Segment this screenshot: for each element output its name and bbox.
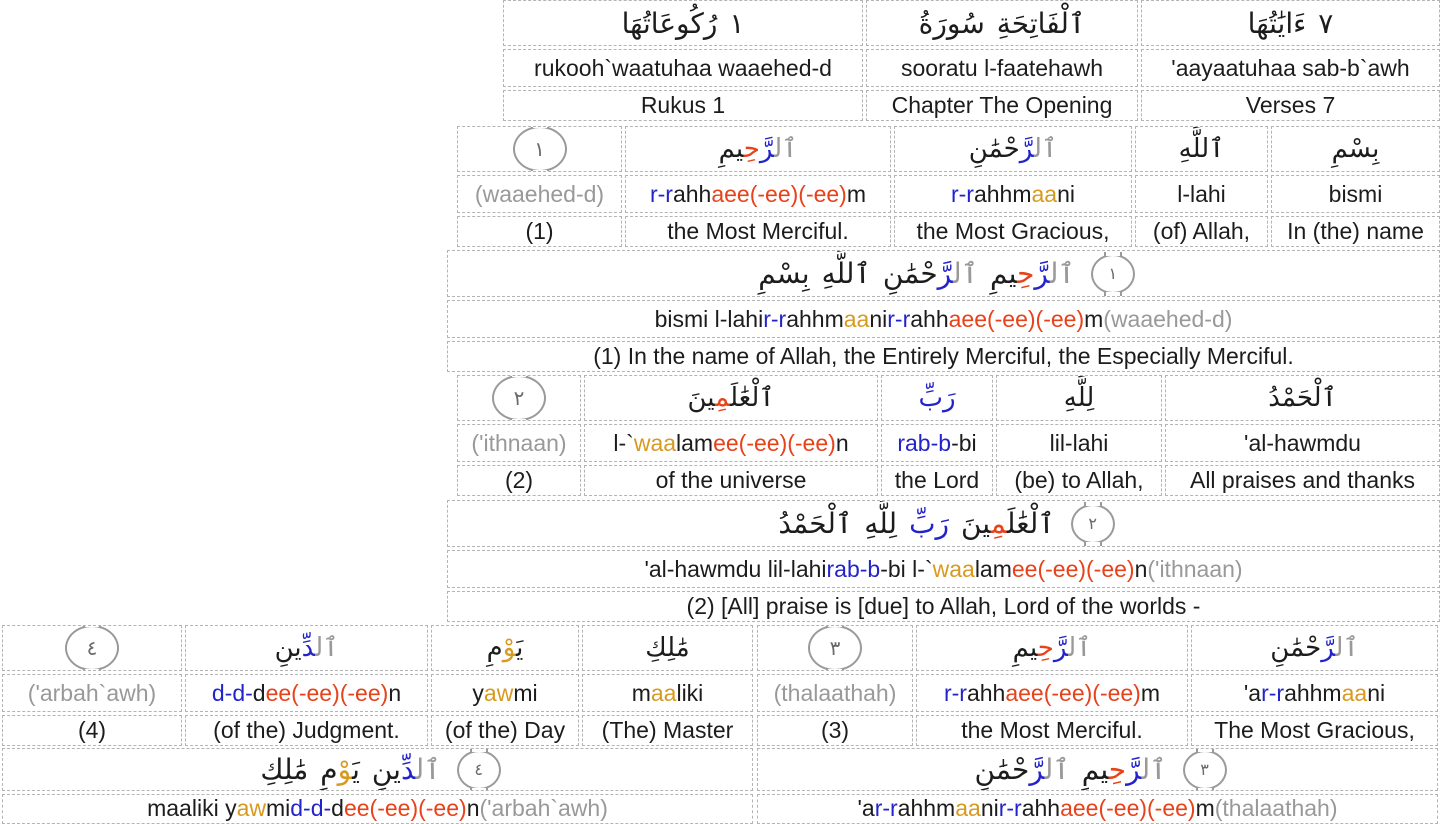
rukus-translation-cell: Rukus 1 [503, 90, 863, 121]
word-transliteration-cell [881, 424, 993, 462]
text-run: m [631, 679, 651, 706]
text-run: 'aayaatuhaa sab-b`awh [1171, 54, 1410, 81]
text-run: ٱلْحَمْدُ [778, 507, 853, 540]
text-run: مِ [715, 383, 731, 413]
text-run: ahhm [897, 795, 956, 821]
arabic-word [909, 507, 949, 540]
text-run: ahh [1021, 795, 1061, 821]
text-run: ٱل [315, 633, 339, 663]
full-verse-arabic-cell [2, 748, 753, 791]
text-run: r-r [887, 305, 911, 332]
word-transliteration-cell [1135, 175, 1268, 213]
full-verse-arabic-cell [447, 500, 1440, 547]
text-run: aee(-ee)(-ee) [948, 305, 1085, 332]
verse3-full-block [757, 748, 1438, 824]
arabic-word [1332, 134, 1380, 164]
chapter-arabic-cell [866, 0, 1138, 46]
word-transliteration-cell [431, 674, 579, 712]
word-arabic-cell [1135, 126, 1268, 172]
text-run: حِ [1017, 257, 1035, 290]
text-run: mi [513, 679, 538, 706]
arabic-word [487, 633, 524, 663]
arabic-word [1179, 134, 1225, 164]
word-translation-cell: the Most Gracious, [894, 216, 1132, 247]
text-run: رُكُوعَاتُهَا [621, 6, 718, 40]
word-transliteration-cell [582, 674, 753, 712]
word-arabic-cell [185, 625, 428, 671]
arabic-word [719, 134, 798, 164]
verses-arabic-cell [1141, 0, 1440, 46]
surah-header-table [503, 0, 1440, 121]
ayah-number-cell [757, 625, 913, 671]
text-run: ٱللَّهِ [821, 257, 871, 290]
text-run: بِسْمِ [758, 257, 810, 290]
ayah-number-circle: ٤ [65, 625, 119, 671]
text-run: لِلَّهِ [864, 507, 898, 540]
text-run: ('ithnaan) [471, 429, 567, 456]
text-run: aw [236, 795, 266, 821]
arabic-word [990, 257, 1075, 290]
verse1-word-table [457, 126, 1440, 247]
text-run: ahhm [786, 305, 844, 332]
text-run: وْ [502, 633, 517, 663]
full-verse-transliteration-cell [757, 794, 1438, 824]
text-run: رَّ [1321, 633, 1336, 663]
arabic-word [975, 753, 1070, 786]
arabic-word [883, 257, 978, 290]
text-run: (thalaathah) [773, 679, 897, 706]
text-run: ٱل [1049, 257, 1075, 290]
word-arabic-cell [881, 375, 993, 421]
verse4-full-block [2, 748, 753, 824]
text-run: حِ [1108, 753, 1127, 786]
text-run: ٱل [1068, 633, 1092, 663]
text-run: حِ [1037, 633, 1054, 663]
text-run: رَّ [1019, 134, 1035, 164]
text-run: ee(-ee)(-ee) [343, 795, 467, 821]
full-verse-translation-cell: (2) [All] praise is [due] to Allah, Lord of the worlds - [447, 591, 1440, 622]
text-run: ahh [910, 305, 949, 332]
verse1-full-block [447, 250, 1440, 372]
text-run: ahh [672, 180, 712, 207]
arabic-word [729, 7, 744, 40]
text-run: waa [932, 555, 975, 582]
word-translation-cell: of the universe [584, 465, 878, 496]
text-run: ٱللَّهِ [1178, 134, 1225, 164]
text-run: ٱل [1034, 134, 1058, 164]
text-run: لِلَّهِ [1063, 383, 1095, 413]
text-run: رَّ [937, 257, 954, 290]
text-run: يمِ [1081, 753, 1109, 786]
text-run: ٱل [774, 134, 798, 164]
text-run: rab-b [826, 555, 881, 582]
full-verse-transliteration-cell [2, 794, 753, 824]
text-run: مِ [990, 507, 1007, 540]
ayah-number-circle: ٤ [457, 750, 501, 790]
text-run: (waaehed-d) [474, 180, 605, 207]
text-run: n [388, 679, 402, 706]
arabic-word [1013, 633, 1092, 663]
text-run: 'a [1243, 679, 1262, 706]
arabic-word [969, 134, 1057, 164]
text-run: دِّ [301, 633, 316, 663]
word-transliteration-cell [1191, 674, 1438, 712]
verses-transliteration-cell [1141, 49, 1440, 87]
text-run: d-d- [290, 795, 332, 821]
word-arabic-cell [431, 625, 579, 671]
text-run: r-r [874, 795, 898, 821]
word-transliteration-cell [1271, 175, 1440, 213]
verse2-full-block [447, 500, 1440, 622]
text-run: n [835, 429, 849, 456]
text-run: m [1084, 305, 1104, 332]
arabic-word [1318, 7, 1333, 40]
verse4-word-table [2, 625, 753, 746]
text-run: r-r [649, 180, 673, 207]
text-run: aee(-ee)(-ee) [1060, 795, 1196, 821]
text-run: ni [1057, 180, 1076, 207]
text-run: m [1195, 795, 1215, 821]
text-run: ٱل [1335, 633, 1359, 663]
verses-translation-cell: Verses 7 [1141, 90, 1440, 121]
arabic-word [1248, 7, 1307, 40]
text-run: ni [1367, 679, 1386, 706]
text-run: ahh [966, 679, 1006, 706]
arabic-word [1268, 383, 1337, 413]
word-translation-cell: The Most Gracious, [1191, 715, 1438, 746]
text-run: aee(-ee)(-ee) [1005, 679, 1141, 706]
ayah-number-circle: ١ [1091, 254, 1135, 294]
arabic-word [622, 7, 718, 40]
text-run: lil-lahi [1049, 429, 1109, 456]
word-translation-cell: (of) Allah, [1135, 216, 1268, 247]
ayah-number-label-cell: (4) [2, 715, 182, 746]
arabic-word [688, 383, 775, 413]
arabic-word [1082, 753, 1167, 786]
text-run: بِسْمِ [1331, 134, 1380, 164]
word-translation-cell: (The) Master [582, 715, 753, 746]
text-run: lam [676, 429, 714, 456]
arabic-word [275, 633, 339, 663]
ayah-number-cell [457, 126, 622, 172]
full-verse-translation-cell: (1) In the name of Allah, the Entirely Merciful, the Especially Merciful. [447, 341, 1440, 372]
text-run: رَّ [1029, 753, 1045, 786]
text-run: رَبِّ [909, 507, 949, 540]
word-arabic-cell [625, 126, 891, 172]
text-run: bismi l-lahi [654, 305, 764, 332]
text-run: d [331, 795, 344, 821]
text-run: ee(-ee)(-ee) [1011, 555, 1135, 582]
text-run: lam [974, 555, 1012, 582]
text-run: -bi l-` [880, 555, 933, 582]
text-run: مَٰلِكِ [260, 753, 309, 786]
arabic-word [260, 753, 308, 786]
text-run: مِ [320, 753, 338, 786]
text-run: حْمَٰنِ [968, 134, 1020, 164]
arabic-word [645, 633, 689, 663]
text-run: ee(-ee)(-ee) [713, 429, 836, 456]
text-run: حْمَٰنِ [882, 257, 938, 290]
text-run: رَّ [1053, 633, 1069, 663]
text-run: ٧ [1318, 6, 1334, 40]
text-run: maaliki y [147, 795, 237, 821]
text-run: aa [650, 679, 677, 706]
text-run: ٱل [415, 753, 441, 786]
text-run: aa [843, 305, 870, 332]
text-run: ('arbah`awh) [27, 679, 157, 706]
text-run: rab-b [897, 429, 952, 456]
ayah-number-circle: ٣ [808, 625, 862, 671]
word-transliteration-cell [894, 175, 1132, 213]
text-run: يَ [516, 633, 524, 663]
word-transliteration-cell [185, 674, 428, 712]
text-run: 'a [857, 795, 875, 821]
full-verse-arabic-cell [447, 250, 1440, 297]
text-run: يمِ [990, 257, 1018, 290]
text-run: ٱل [1141, 753, 1167, 786]
text-run: r-r [1261, 679, 1285, 706]
text-run: ٱلْعَٰلَ [1006, 507, 1055, 540]
text-run: حْمَٰنِ [974, 753, 1030, 786]
ayah-number-circle: ٢ [492, 375, 546, 421]
word-translation-cell: the Most Merciful. [916, 715, 1188, 746]
word-translation-cell: the Most Merciful. [625, 216, 891, 247]
text-run: r-r [950, 180, 974, 207]
word-transliteration-cell [584, 424, 878, 462]
text-run: ahhm [973, 180, 1032, 207]
arabic-word [919, 7, 985, 40]
arabic-word [758, 257, 809, 290]
word-translation-cell: All praises and thanks [1165, 465, 1440, 496]
word-transliteration-cell [625, 175, 891, 213]
text-run: ('arbah`awh) [479, 795, 608, 821]
text-run: sooratu l-faatehawh [900, 54, 1103, 81]
word-arabic-cell [894, 126, 1132, 172]
word-translation-cell: (of the) Day [431, 715, 579, 746]
text-run: n [466, 795, 480, 821]
word-transliteration-cell [916, 674, 1188, 712]
arabic-word [320, 753, 360, 786]
verse2-word-table [457, 375, 1440, 496]
text-run: ee(-ee)(-ee) [265, 679, 389, 706]
text-run: ٱلْعَٰلَ [730, 383, 775, 413]
text-run: r-r [763, 305, 787, 332]
text-run: ni [980, 795, 999, 821]
arabic-word [961, 507, 1055, 540]
arabic-word [864, 507, 897, 540]
full-verse-transliteration-cell [447, 300, 1440, 338]
text-run: bismi [1328, 180, 1383, 207]
text-run: ٱلْحَمْدُ [1268, 383, 1337, 413]
text-run: مِ [486, 633, 503, 663]
ayah-name-cell [757, 674, 913, 712]
ayah-number-circle: ٣ [1183, 750, 1227, 790]
text-run: rukooh`waatuhaa waaehed-d [534, 54, 832, 81]
text-run: n [1134, 555, 1148, 582]
ayah-name-cell [2, 674, 182, 712]
text-run: ٱل [1044, 753, 1070, 786]
text-run: -bi [951, 429, 977, 456]
ayah-number-circle: ٢ [1071, 504, 1115, 544]
ayah-name-cell [457, 424, 581, 462]
text-run: يَ [352, 753, 360, 786]
text-run: m [846, 180, 867, 207]
text-run: d-d- [211, 679, 253, 706]
text-run: 'al-hawmdu [1244, 429, 1361, 456]
text-run: رَّ [759, 134, 775, 164]
text-run: l-lahi [1177, 180, 1226, 207]
text-run: دِّ [400, 753, 416, 786]
text-run: m [1140, 679, 1161, 706]
text-run: ('ithnaan) [1147, 555, 1243, 582]
arabic-word [1270, 633, 1358, 663]
word-translation-cell: (of the) Judgment. [185, 715, 428, 746]
word-arabic-cell [916, 625, 1188, 671]
text-run: رَبِّ [918, 383, 956, 413]
ayah-number-label-cell: (2) [457, 465, 581, 496]
word-arabic-cell [1165, 375, 1440, 421]
arabic-word [918, 383, 955, 413]
rukus-transliteration-cell [503, 49, 863, 87]
text-run: سُورَةُ [918, 6, 985, 40]
text-run: waa [633, 429, 677, 456]
text-run: mi [265, 795, 291, 821]
text-run: ءَايَٰتُهَا [1247, 6, 1307, 40]
text-run: d [252, 679, 266, 706]
text-run: aa [1031, 180, 1058, 207]
full-verse-arabic-cell [757, 748, 1438, 791]
text-run: وْ [337, 753, 353, 786]
word-arabic-cell [1271, 126, 1440, 172]
ayah-number-label-cell: (3) [757, 715, 913, 746]
text-run: ni [869, 305, 888, 332]
word-arabic-cell [1191, 625, 1438, 671]
word-arabic-cell [582, 625, 753, 671]
word-transliteration-cell [1165, 424, 1440, 462]
rukus-arabic-cell [503, 0, 863, 46]
chapter-translation-cell: Chapter The Opening [866, 90, 1138, 121]
text-run: يمِ [718, 134, 744, 164]
text-run: مَٰلِكِ [645, 633, 690, 663]
text-run: aw [483, 679, 514, 706]
text-run: ٱلْفَاتِحَةِ [996, 6, 1086, 40]
text-run: aa [1341, 679, 1368, 706]
text-run: ينَ [687, 383, 716, 413]
text-run: حِ [743, 134, 760, 164]
word-translation-cell: In (the) name [1271, 216, 1440, 247]
ayah-number-circle: ١ [513, 126, 567, 172]
ayah-number-cell [457, 375, 581, 421]
word-arabic-cell [584, 375, 878, 421]
text-run: ينِ [371, 753, 401, 786]
text-run: y [472, 679, 484, 706]
ayah-name-cell [457, 175, 622, 213]
arabic-word [778, 507, 852, 540]
text-run: (waaehed-d) [1103, 305, 1233, 332]
arabic-word [822, 257, 871, 290]
text-run: 'al-hawmdu lil-lahi [644, 555, 827, 582]
word-translation-cell: the Lord [881, 465, 993, 496]
arabic-word [1064, 383, 1094, 413]
text-run: r-r [943, 679, 967, 706]
text-run: يمِ [1012, 633, 1038, 663]
word-transliteration-cell [996, 424, 1162, 462]
word-arabic-cell [996, 375, 1162, 421]
text-run: حْمَٰنِ [1270, 633, 1322, 663]
text-run: liki [676, 679, 704, 706]
ayah-number-cell [2, 625, 182, 671]
text-run: aa [955, 795, 981, 821]
text-run: ١ [729, 6, 745, 40]
text-run: l-` [613, 429, 634, 456]
verse3-word-table [757, 625, 1438, 746]
text-run: (thalaathah) [1214, 795, 1338, 821]
text-run: aee(-ee)(-ee) [711, 180, 847, 207]
chapter-transliteration-cell [866, 49, 1138, 87]
full-verse-transliteration-cell [447, 550, 1440, 588]
arabic-word [372, 753, 441, 786]
text-run: r-r [998, 795, 1022, 821]
ayah-number-label-cell: (1) [457, 216, 622, 247]
text-run: رَّ [1126, 753, 1142, 786]
text-run: ينِ [274, 633, 302, 663]
arabic-word [997, 7, 1086, 40]
text-run: رَّ [1034, 257, 1050, 290]
text-run: ٱل [953, 257, 979, 290]
text-run: ahhm [1284, 679, 1342, 706]
text-run: ينَ [960, 507, 991, 540]
word-translation-cell: (be) to Allah, [996, 465, 1162, 496]
